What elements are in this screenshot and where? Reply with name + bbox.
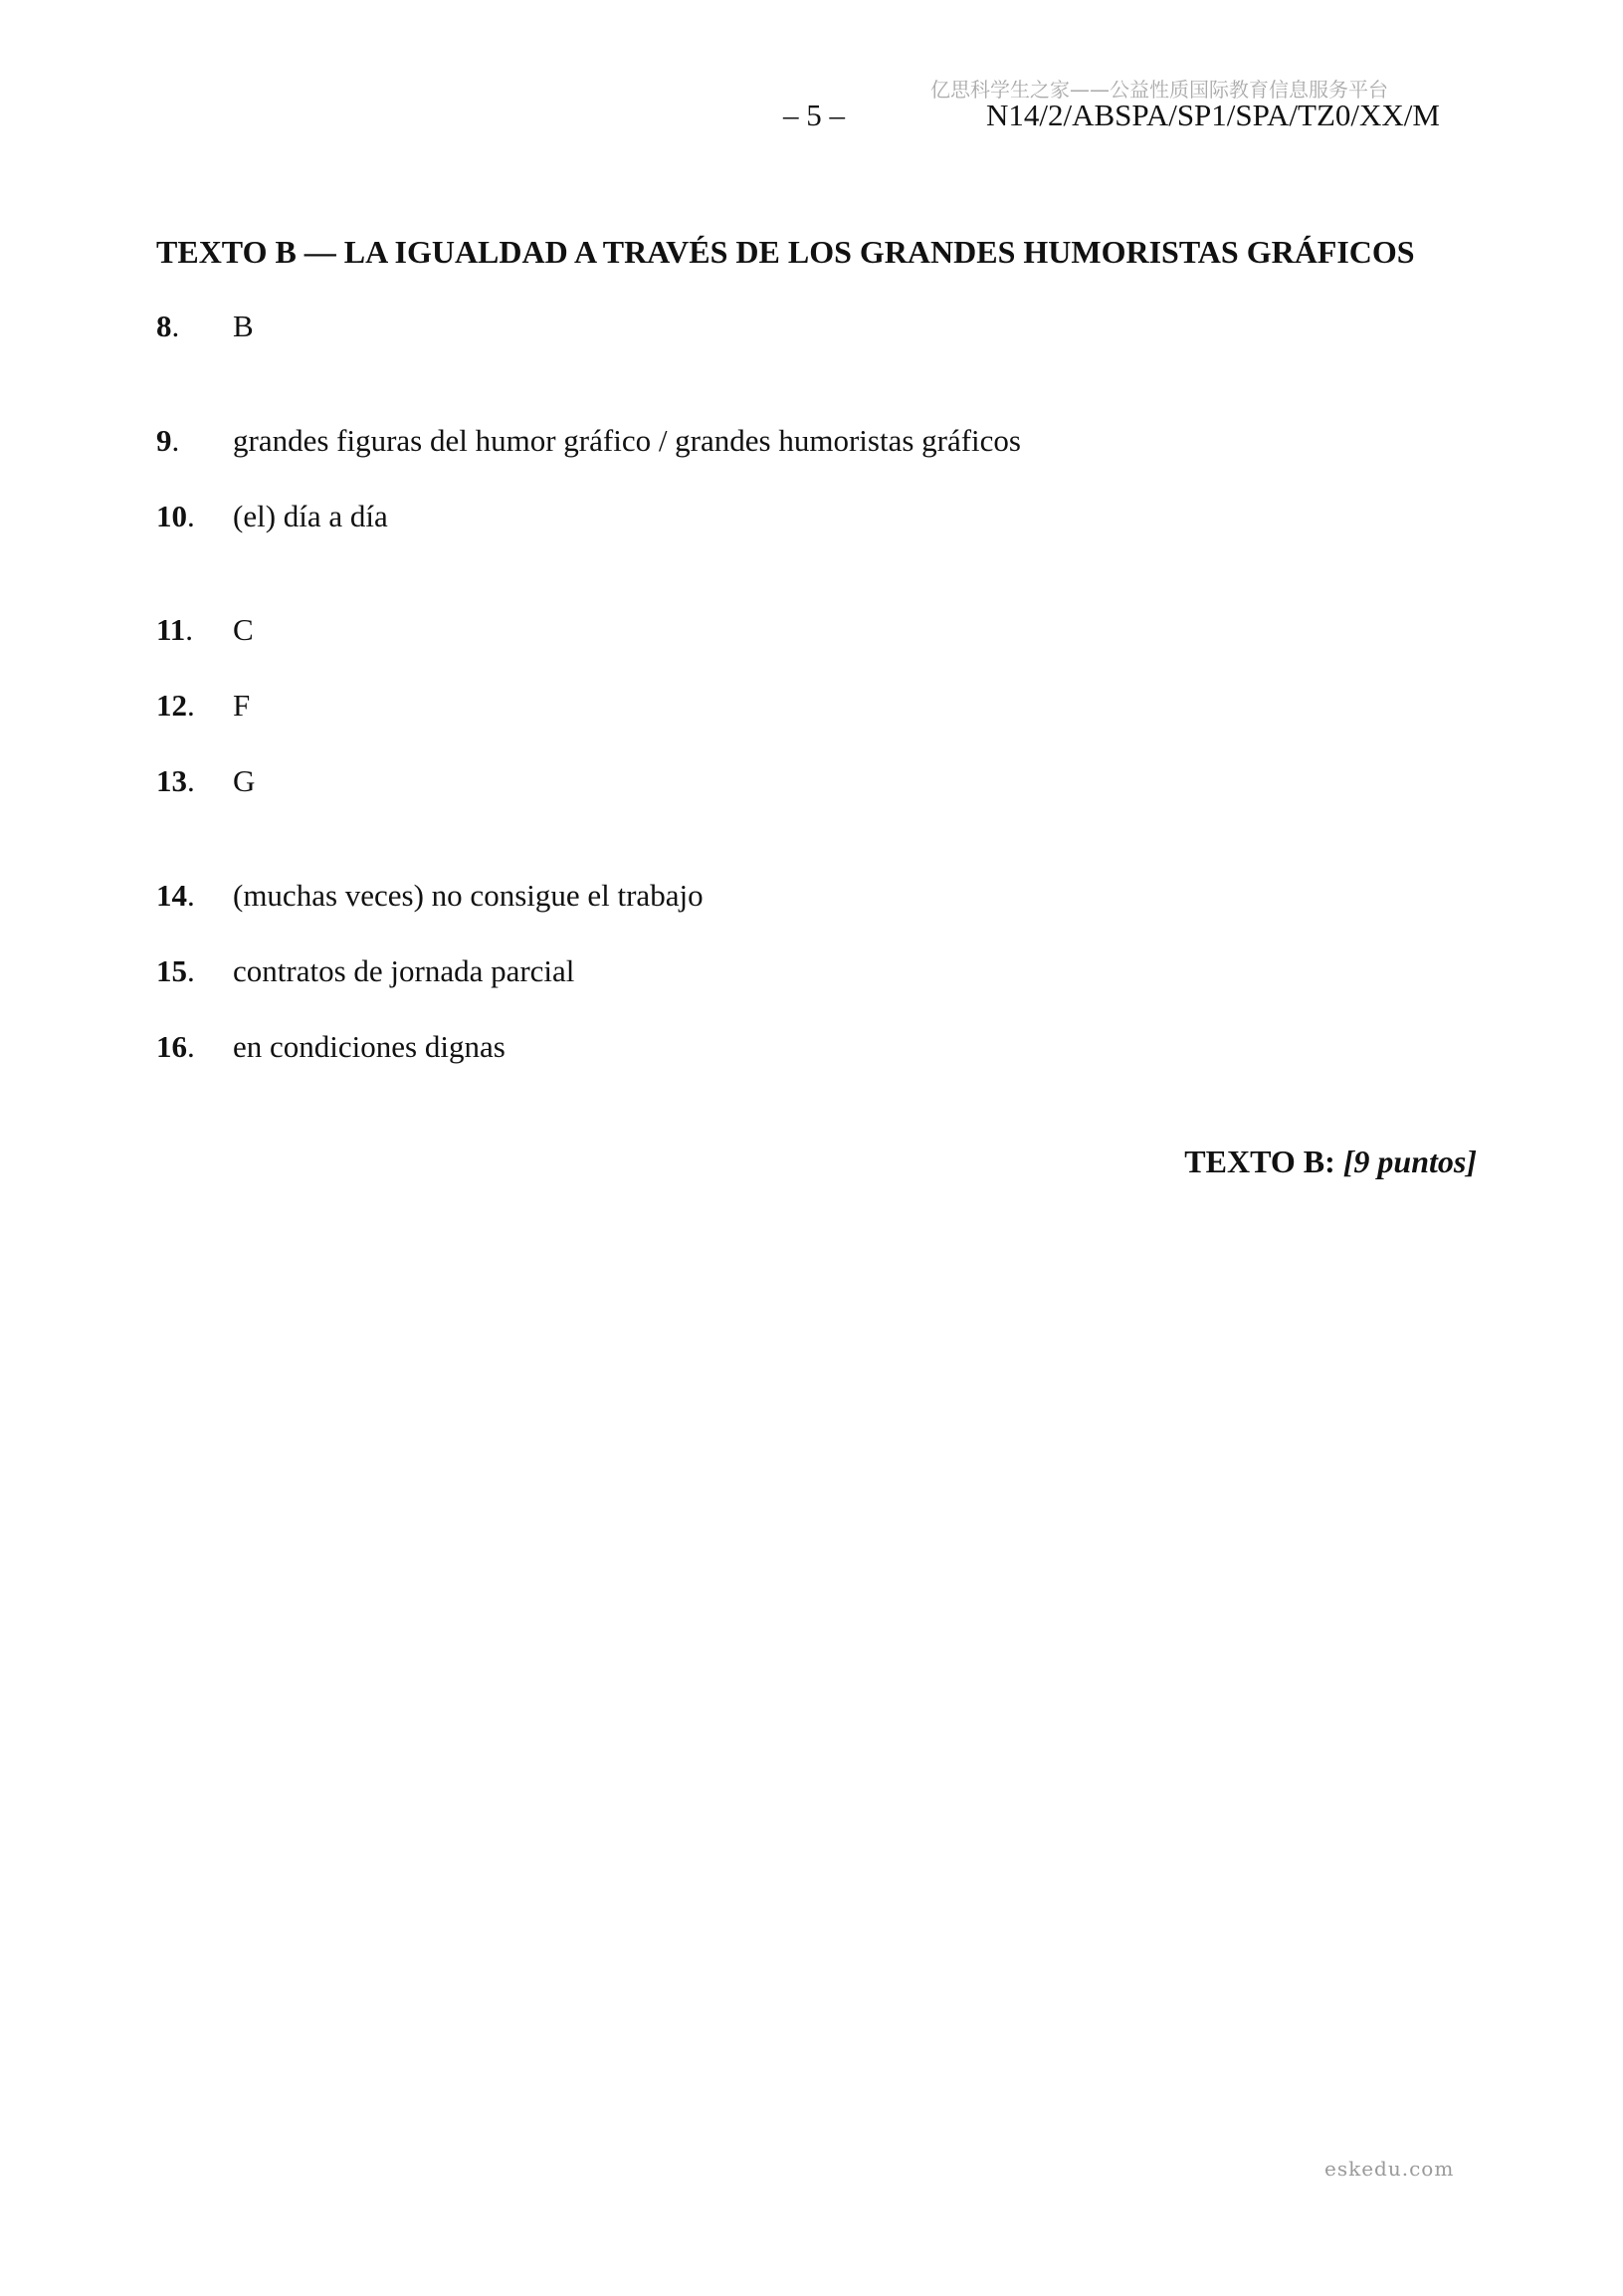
answer-text: (muchas veces) no consigue el trabajo xyxy=(233,878,704,913)
page-number: – 5 – xyxy=(783,98,845,132)
answer-item-15 xyxy=(156,953,574,989)
answer-number: 14. xyxy=(156,878,195,913)
total-label: TEXTO B: xyxy=(1184,1144,1335,1179)
answer-item-9 xyxy=(156,423,1021,459)
answer-text: en condiciones dignas xyxy=(233,1029,506,1064)
answer-number: 13. xyxy=(156,763,195,798)
answer-number: 11. xyxy=(156,612,194,647)
answer-item-14 xyxy=(156,878,704,914)
answer-text: grandes figuras del humor gráfico / grandes humoristas gráficos xyxy=(233,423,1021,458)
answer-item-16 xyxy=(156,1029,506,1065)
answer-item-12 xyxy=(156,688,250,724)
answer-item-11 xyxy=(156,612,254,648)
answer-text: G xyxy=(233,763,256,798)
footer-watermark: eskedu.com xyxy=(1324,2157,1455,2181)
answer-item-13 xyxy=(156,763,255,799)
total-points: [9 puntos] xyxy=(1342,1144,1477,1179)
answer-text: B xyxy=(233,309,254,343)
answer-item-8 xyxy=(156,309,254,344)
answer-number: 10. xyxy=(156,499,195,533)
answer-text: (el) día a día xyxy=(233,499,388,533)
document-code: N14/2/ABSPA/SP1/SPA/TZ0/XX/M xyxy=(986,98,1440,132)
header-watermark: 亿思科学生之家——公益性质国际教育信息服务平台 xyxy=(930,78,1388,102)
answer-number: 16. xyxy=(156,1029,195,1064)
answer-text: contratos de jornada parcial xyxy=(233,953,575,988)
section-total xyxy=(1184,1144,1477,1180)
answer-item-10 xyxy=(156,499,388,534)
answer-text: C xyxy=(233,612,254,647)
section-title: TEXTO B — LA IGUALDAD A TRAVÉS DE LOS GRANDES HUMORISTAS GRÁFICOS xyxy=(156,234,1415,270)
answer-number: 15. xyxy=(156,953,195,988)
answer-number: 8. xyxy=(156,309,180,343)
answer-text: F xyxy=(233,688,251,723)
answer-number: 12. xyxy=(156,688,195,723)
answer-number: 9. xyxy=(156,423,180,458)
